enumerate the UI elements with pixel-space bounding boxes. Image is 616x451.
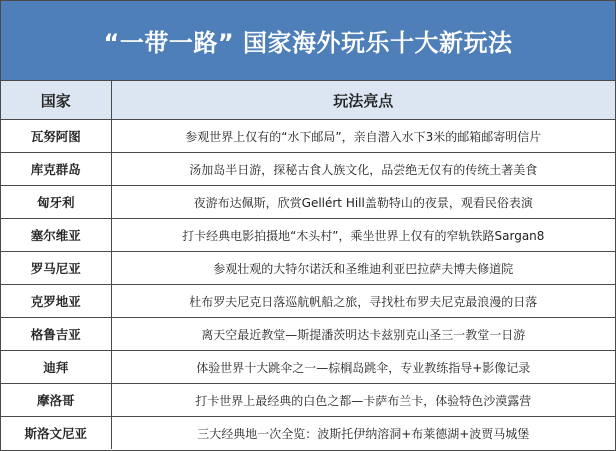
highlight-cell: 离天空最近教堂—斯提潘茨明达卡兹别克山圣三一教堂一日游 [111, 318, 615, 351]
table-header-row [1, 81, 615, 120]
country-cell: 库克群岛 [1, 153, 111, 186]
table-row [1, 153, 615, 186]
highlight-cell: 夜游布达佩斯，欣赏Gellért Hill盖勒特山的夜景，观看民俗表演 [111, 186, 615, 219]
highlight-cell: 汤加岛半日游，探秘古食人族文化，品尝绝无仅有的传统土著美食 [111, 153, 615, 186]
highlight-cell: 杜布罗夫尼克日落巡航帆船之旅，寻找杜布罗夫尼克最浪漫的日落 [111, 285, 615, 318]
page-title: “一带一路” 国家海外玩乐十大新玩法 [1, 1, 615, 81]
country-cell: 克罗地亚 [1, 285, 111, 318]
highlight-cell: 打卡世界上最经典的白色之都—卡萨布兰卡，体验特色沙漠露营 [111, 384, 615, 417]
country-cell: 斯洛文尼亚 [1, 417, 111, 450]
country-cell: 格鲁吉亚 [1, 318, 111, 351]
table-row [1, 285, 615, 318]
highlights-table [1, 81, 615, 449]
country-cell: 罗马尼亚 [1, 252, 111, 285]
table-row [1, 219, 615, 252]
country-cell: 摩洛哥 [1, 384, 111, 417]
header-country: 国家 [1, 81, 111, 120]
country-cell: 匈牙利 [1, 186, 111, 219]
table-row [1, 186, 615, 219]
country-cell: 瓦努阿图 [1, 120, 111, 153]
highlight-cell: 参观世界上仅有的“水下邮局”，亲自潜入水下3米的邮箱邮寄明信片 [111, 120, 615, 153]
highlight-cell: 参观壮观的大特尔诺沃和圣维迪利亚巴拉萨夫博夫修道院 [111, 252, 615, 285]
country-cell: 塞尔维亚 [1, 219, 111, 252]
highlight-cell: 三大经典地一次全览：波斯托伊纳溶洞+布莱德湖+波贾马城堡 [111, 417, 615, 450]
table-row [1, 318, 615, 351]
highlight-cell: 体验世界十大跳伞之一—棕榈岛跳伞，专业教练指导+影像记录 [111, 351, 615, 384]
table-row [1, 252, 615, 285]
country-cell: 迪拜 [1, 351, 111, 384]
table-row [1, 120, 615, 153]
table-row [1, 351, 615, 384]
table-row [1, 384, 615, 417]
highlight-cell: 打卡经典电影拍摄地“木头村”，乘坐世界上仅有的窄轨铁路Sargan8 [111, 219, 615, 252]
header-highlight: 玩法亮点 [111, 81, 615, 120]
table-row [1, 417, 615, 450]
